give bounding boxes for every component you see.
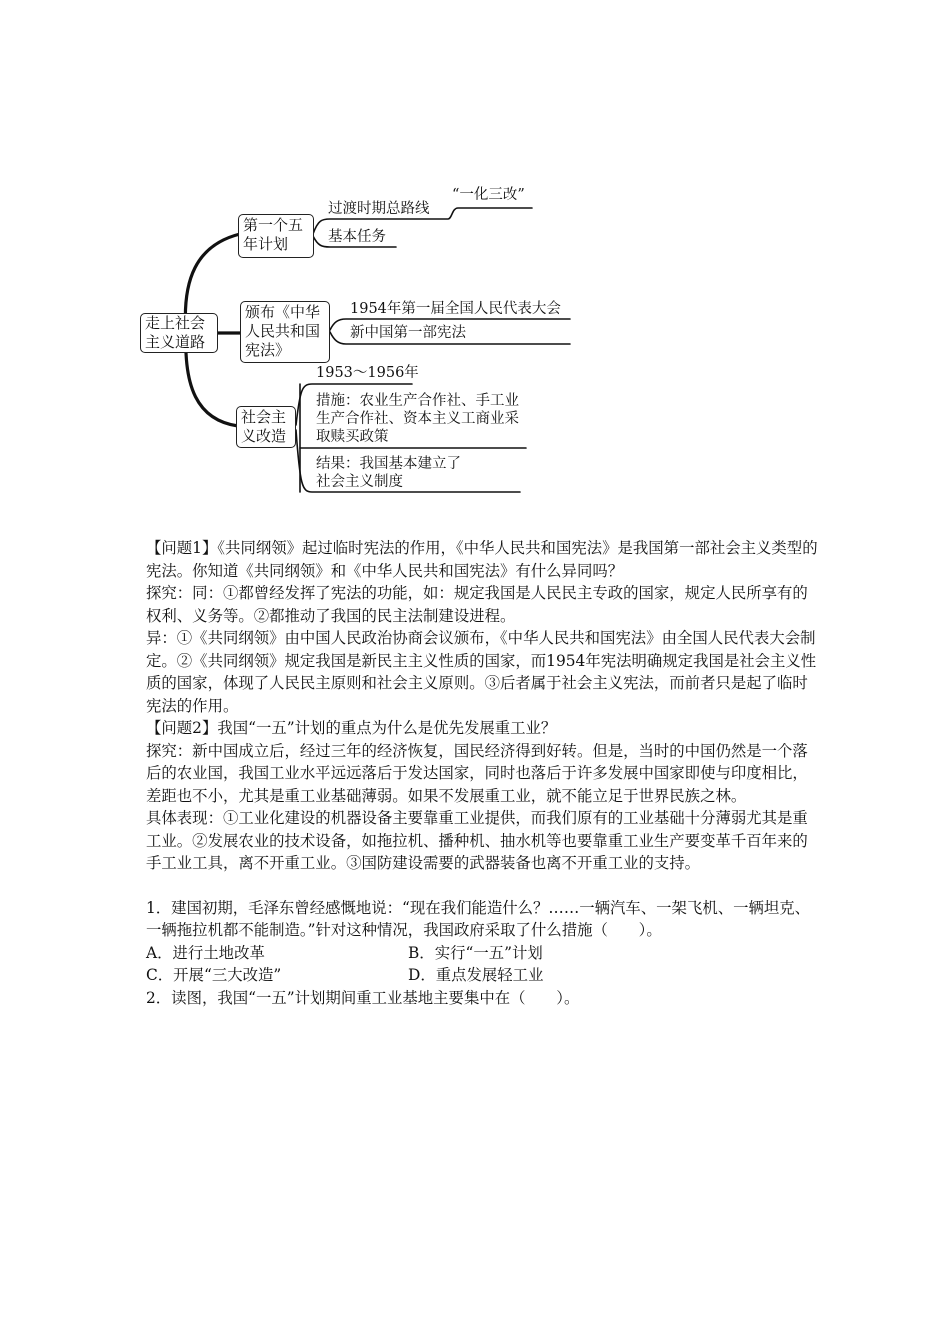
branch-constitution-label: 颁布《中华人民共和国宪法》 bbox=[245, 303, 321, 359]
question-1-label: 【问题1】 bbox=[146, 539, 218, 557]
label-first-constitution: 新中国第一部宪法 bbox=[350, 325, 466, 341]
option-c: C．开展“三大改造” bbox=[146, 966, 282, 984]
question-2 bbox=[146, 717, 818, 740]
label-result: 结果：我国基本建立了社会主义制度 bbox=[316, 456, 461, 490]
question-1-diff: 异：①《共同纲领》由中国人民政治协商会议颁布，《中华人民共和国宪法》由全国人民代表大会制定。②《共同纲领》规定我国是新民主主义性质的国家，而1954年宪法明确规定我国是社会主义性质的国家，体现了人民民主原则和社会主义原则。③后者属于社会主义宪法，而前者只是起了临时宪法的作用。 bbox=[146, 629, 817, 715]
question-1 bbox=[146, 537, 818, 582]
option-d: D．重点发展轻工业 bbox=[408, 966, 544, 984]
exercise-1-options-row2 bbox=[146, 964, 818, 987]
label-one-transform-three: “一化三改” bbox=[452, 187, 525, 203]
mindmap-root bbox=[140, 313, 218, 353]
branch-socialist-reform-label: 社会主义改造 bbox=[241, 408, 287, 445]
question-2-detail: 具体表现：①工业化建设的机器设备主要靠重工业提供，而我们原有的工业基础十分薄弱尤其是重工业。②发展农业的技术设备，如拖拉机、播种机、抽水机等也要靠重工业生产要变革千百年来的手工业工具，离不开重工业。③国防建设需要的武器装备也离不开重工业的支持。 bbox=[146, 809, 808, 872]
exercise-1: 1．建国初期，毛泽东曾经感慨地说：“现在我们能造什么？……一辆汽车、一架飞机、一辆坦克、一辆拖拉机都不能制造。”针对这种情况，我国政府采取了什么措施（ ）。 bbox=[146, 898, 811, 939]
question-2-explore: 探究：新中国成立后，经过三年的经济恢复，国民经济得到好转。但是，当时的中国仍然是一个落后的农业国，我国工业水平远远落后于发达国家，同时也落后于许多发展中国家即使与印度相比，差距也不小，尤其是重工业基础薄弱。如果不发展重工业，就不能立足于世界民族之林。 bbox=[146, 741, 808, 805]
exercise-1-options-row1 bbox=[146, 942, 818, 965]
label-transition-line: 过渡时期总路线 bbox=[328, 201, 430, 217]
document-body bbox=[146, 537, 818, 1009]
label-npc-1954: 1954年第一届全国人民代表大会 bbox=[350, 301, 561, 317]
branch-five-year-plan-label: 第一个五年计划 bbox=[243, 216, 304, 253]
mindmap-root-label: 走上社会主义道路 bbox=[145, 314, 206, 351]
option-a: A．进行土地改革 bbox=[146, 943, 265, 962]
mindmap-branch-five-year-plan bbox=[238, 214, 314, 258]
label-basic-task: 基本任务 bbox=[328, 229, 386, 245]
option-b: B．实行“一五”计划 bbox=[408, 943, 543, 962]
question-1-text: 《共同纲领》起过临时宪法的作用，《中华人民共和国宪法》是我国第一部社会主义类型的宪法。你知道《共同纲领》和《中华人民共和国宪法》有什么异同吗？ bbox=[146, 539, 818, 580]
question-2-label: 【问题2】 bbox=[146, 719, 218, 737]
label-measures: 措施：农业生产合作社、手工业生产合作社、资本主义工商业采取赎买政策 bbox=[316, 393, 519, 445]
exercise-2: 2．读图，我国“一五”计划期间重工业基地主要集中在（ ）。 bbox=[146, 988, 580, 1007]
label-period: 1953～1956年 bbox=[316, 365, 419, 381]
question-2-text: 我国“一五”计划的重点为什么是优先发展重工业？ bbox=[217, 719, 557, 737]
mindmap-branch-socialist-reform bbox=[236, 406, 296, 448]
question-1-same: 探究：同：①都曾经发挥了宪法的功能，如：规定我国是人民民主专政的国家，规定人民所享有的权利、义务等。②都推动了我国的民主法制建设进程。 bbox=[146, 584, 808, 625]
mindmap-branch-constitution bbox=[240, 301, 330, 363]
